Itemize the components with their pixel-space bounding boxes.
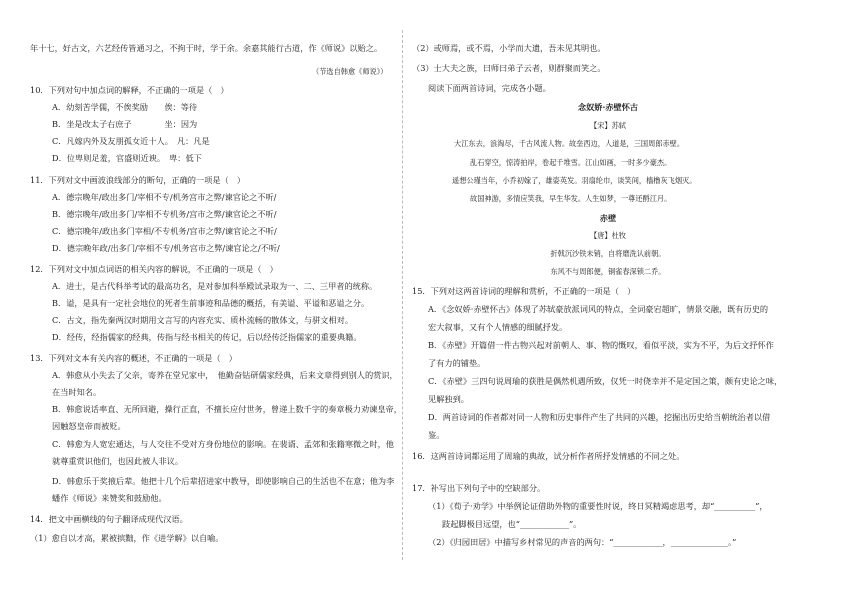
poem1-line-3: 遥想公瑾当年，小乔初嫁了，雄姿英发。羽扇纶巾，谈笑间，樯橹灰飞烟灭。 [452, 176, 697, 185]
q14-sentence-3: （3）士大夫之族，曰师曰弟子云者，则群聚而笑之。 [412, 63, 606, 73]
intro-line: 年十七，好古文，六艺经传皆通习之，不拘于时，学于余。余嘉其能行古道，作《师说》以贻之。 [30, 43, 383, 53]
q15-option-c[interactable]: C．《赤壁》三四句说周瑜的获胜是偶然机遇所致，仅凭一时侥幸并不是定国之策，颇有史论之味， [428, 376, 783, 386]
q17-part-1[interactable]: （1）《荀子·劝学》中举例论证借助外物的重要性时说，终日冥精竭虑思考，却“__________”， [428, 501, 768, 511]
q14-sentence-2: （2）或师焉，或不焉，小学而大遗，吾未见其明也。 [412, 43, 606, 53]
q14-stem: 14．把文中画横线的句子翻译成现代汉语。 [30, 514, 188, 524]
q13-option-a-cont: 在当时知名。 [52, 387, 102, 397]
q13-option-b-cont: 因触怒皇帝而被贬。 [52, 421, 126, 431]
q10-option-b[interactable]: B．坐是改太子右庶子 坐：因为 [52, 119, 198, 129]
q15-option-a-cont: 宏大叙事，又有个人情感的细腻抒发。 [428, 322, 568, 332]
q13-option-a[interactable]: A．韩愈从小失去了父亲，寄养在堂兄家中， 他勤奋钻研儒家经典，后来文章得到别人的赏识， [52, 370, 398, 380]
q12-option-a[interactable]: A．进士，是古代科举考试的最高功名，是对参加科举殿试录取为一、二、三甲者的统称。 [52, 281, 378, 291]
q15-option-b[interactable]: B．《赤壁》开篇借一件古物兴起对前朝人、事、物的慨叹，看似平淡，实为不平，为后文抒怀作 [428, 340, 774, 350]
poem-intro: 阅读下面两首诗词，完成各小题。 [428, 83, 551, 93]
q13-option-b[interactable]: B．韩愈说话率直、无所回避，操行正直，不擅长应付世务，曾递上数千字的奏章极力劝谏皇帝， [52, 404, 402, 414]
q12-option-c[interactable]: C．古文，指先秦两汉时期用文言写的内容充实、质朴流畅的散体文，与骈文相对。 [52, 315, 354, 325]
q10-option-a[interactable]: A．幼刻苦学儒，不俟奖励 俟：等待 [52, 102, 198, 112]
q15-option-b-cont: 了有力的铺垫。 [428, 358, 486, 368]
q12-stem: 12．下列对文中加点词语的相关内容的解说，不正确的一项是（ ） [30, 264, 278, 274]
q11-stem: 11．下列对文中画波浪线部分的断句，正确的一项是（ ） [30, 175, 246, 185]
q16-stem: 16．这两首诗词都运用了周瑜的典故，试分析作者所抒发情感的不同之处。 [412, 451, 685, 461]
q10-option-c[interactable]: C．凡嫁内外及友朋孤女近十人。 凡：凡是 [52, 136, 210, 146]
q12-option-b[interactable]: B．谥，是具有一定社会地位的死者生前事迹和品德的概括，有美谥、平谥和恶谥之分。 [52, 298, 370, 308]
q13-stem: 13．下列对文本有关内容的概述，不正确的一项是（ ） [30, 353, 237, 363]
column-divider [402, 30, 403, 560]
poem2-title: 赤壁 [599, 213, 617, 223]
q13-option-c-cont: 就尊重赏识他们，也因此被人非议。 [52, 456, 184, 466]
poem2-line-1: 折戟沉沙铁未销，自将磨洗认前朝。 [550, 249, 666, 258]
q15-option-c-cont: 见解独到。 [428, 394, 469, 404]
q15-option-a[interactable]: A．《念奴娇·赤壁怀古》体现了苏轼豪放派词风的特点，全词豪宕超旷，情景交融，既有历史的 [428, 304, 769, 314]
q15-option-d[interactable]: D．两首诗词的作者都对同一人物和历史事件产生了共同的兴趣，挖掘出历史给当朝统治者以借 [428, 412, 771, 422]
q13-option-d[interactable]: D．韩愈乐于奖掖后辈。他把十几个后辈招进家中教导，即使影响自己的生活也不在意；他为李 [52, 476, 395, 486]
q14-sentence-1: （1）愈自以才高，累被摈黜，作《进学解》以自喻。 [30, 533, 224, 543]
poem1-line-2: 乱石穿空，惊涛拍岸，卷起千堆雪。江山如画，一时多少豪杰。 [470, 158, 672, 167]
q17-stem: 17．补写出下列句子中的空缺部分。 [412, 483, 546, 493]
poem1-title: 念奴娇·赤壁怀古 [577, 102, 639, 112]
q11-option-c[interactable]: C．德宗晚年/政出多门宰相/不专机务/宫市之弊/谏官论之不听/ [52, 226, 277, 236]
q10-stem: 10．下列对句中加点词的解释，不正确的一项是（ ） [30, 85, 229, 95]
q11-option-a[interactable]: A．德宗晚年/政出多门/宰相不专/机务宫市之弊/谏官论之不听/ [52, 192, 277, 202]
q15-stem: 15．下列对这两首诗词的理解和赏析，不正确的一项是（ ） [412, 286, 636, 296]
q11-option-d[interactable]: D．德宗晚年政/出多门/宰相不专/机务宫市之弊/谏官论之/不听/ [52, 243, 280, 253]
q10-option-d[interactable]: D．位卑则足羞，官盛则近谀。 卑：低下 [52, 153, 202, 163]
poem1-author: 【宋】苏轼 [590, 121, 626, 130]
q11-option-b[interactable]: B．德宗晚年/政出多门/宰相不专机务/宫市之弊/谏官论之不听/ [52, 209, 277, 219]
poem1-line-4: 故国神游，多情应笑我，早生华发。人生如梦，一尊还酹江月。 [470, 194, 672, 203]
q15-option-d-cont: 鉴。 [428, 430, 445, 440]
q12-option-d[interactable]: D．经传，经指儒家的经典，传指与经书相关的传记，后以经传泛指儒家的重要典籍。 [52, 332, 362, 342]
q17-part-2[interactable]: （2）《归园田居》中描写乡村常见的声音的两句：“____________，______________。” [428, 537, 737, 547]
poem2-line-2: 东风不与周郎便，铜雀春深锁二乔。 [550, 267, 666, 276]
q17-part-1-cont[interactable]: 跂起脚极目远望，也“____________”。 [442, 519, 582, 529]
source-citation: （节选自韩愈《师说》） [312, 67, 388, 76]
poem2-author: 【唐】杜牧 [590, 231, 626, 240]
q13-option-c[interactable]: C．韩愈为人宽宏通达，与人交往不受对方身份地位的影响。在裴谞、孟郊和张籍寒微之时，他 [52, 439, 394, 449]
poem1-line-1: 大江东去，浪淘尽，千古风流人物。故垒西边，人道是，三国周郎赤壁。 [454, 139, 685, 148]
q13-option-d-cont: 蟠作《师说》来赞奖和鼓励他。 [52, 493, 167, 503]
